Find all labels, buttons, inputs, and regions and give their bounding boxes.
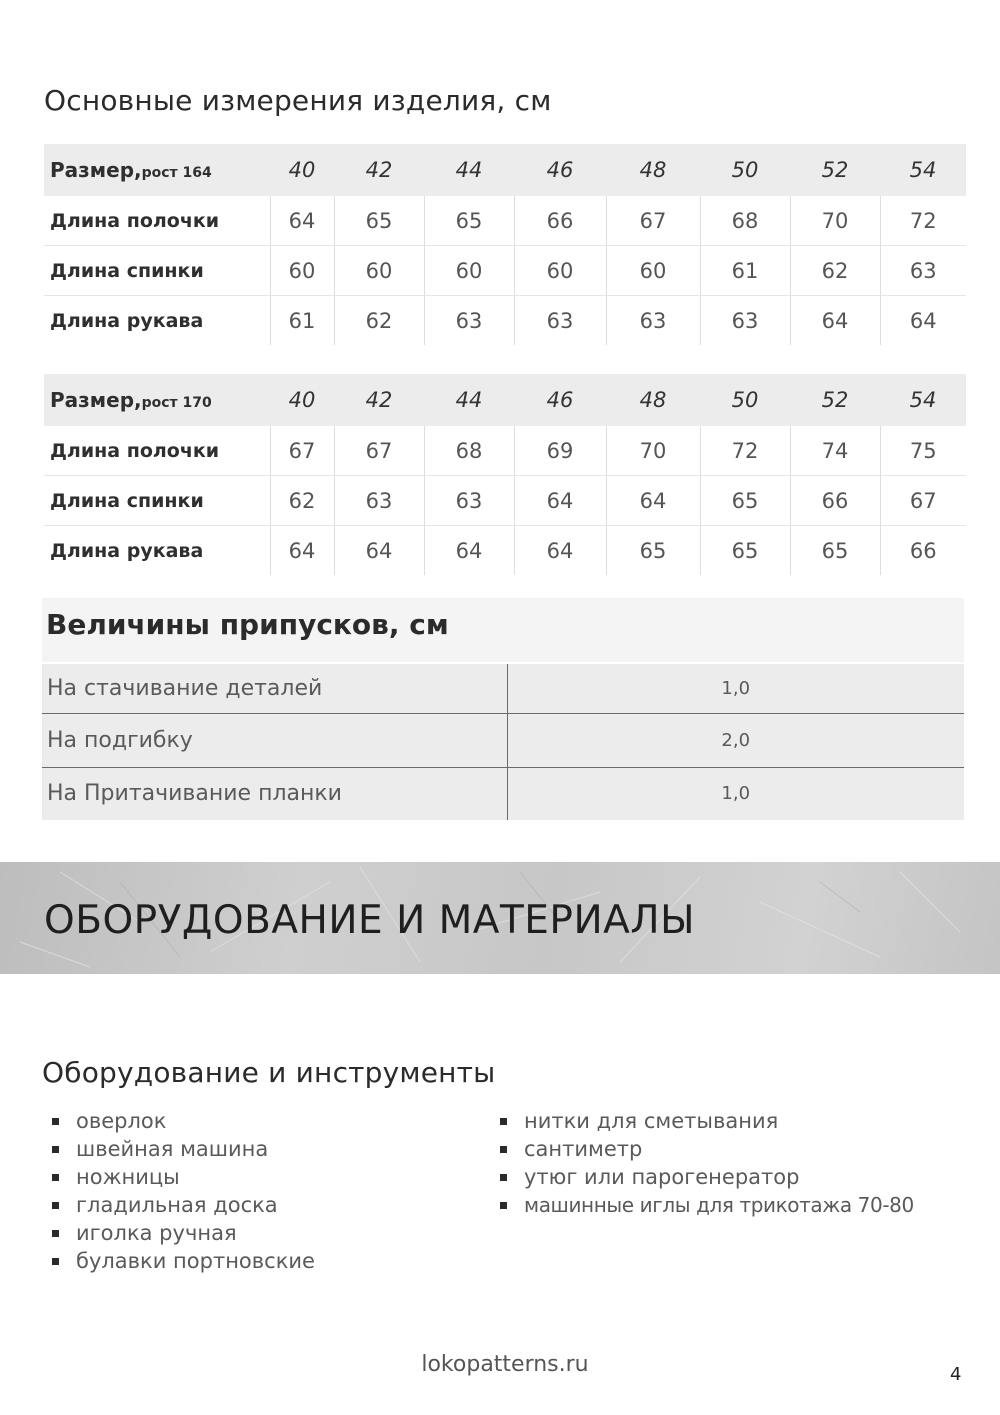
value-cell: 65 — [606, 526, 700, 576]
bullet-icon — [52, 1146, 59, 1153]
equipment-title: Оборудование и инструменты — [42, 1056, 496, 1089]
list-item — [492, 1191, 914, 1219]
value-cell: 65 — [700, 526, 790, 576]
row-label: Длина спинки — [44, 246, 270, 296]
size-header-row — [44, 374, 966, 426]
value-cell: 75 — [880, 426, 966, 476]
value-cell: 64 — [424, 526, 514, 576]
value-cell: 70 — [606, 426, 700, 476]
value-cell: 63 — [334, 476, 424, 526]
size-cell: 54 — [880, 374, 966, 426]
value-cell: 60 — [514, 246, 606, 296]
list-item-text: гладильная доска — [76, 1193, 278, 1217]
value-cell: 61 — [700, 246, 790, 296]
value-cell: 72 — [700, 426, 790, 476]
size-cell: 44 — [424, 374, 514, 426]
table-row — [44, 526, 966, 576]
allowance-value: 1,0 — [507, 767, 964, 820]
footer-site-link[interactable]: lokopatterns.ru — [421, 1352, 589, 1377]
allowance-value: 2,0 — [507, 713, 964, 767]
size-header-label — [44, 374, 270, 426]
height-label: рост 170 — [141, 395, 212, 411]
bullet-icon — [52, 1174, 59, 1181]
bullet-icon — [52, 1118, 59, 1125]
size-header-label — [44, 144, 270, 196]
list-item-text: оверлок — [76, 1109, 167, 1133]
section-banner — [0, 862, 1000, 974]
bullet-icon — [52, 1258, 59, 1265]
list-item — [492, 1163, 914, 1191]
list-item — [44, 1219, 315, 1247]
list-item — [44, 1135, 315, 1163]
table-row — [42, 664, 964, 713]
row-label: Длина рукава — [50, 309, 204, 332]
size-table-170 — [44, 374, 966, 575]
size-label: Размер, — [50, 388, 142, 412]
row-label: Длина спинки — [44, 476, 270, 526]
size-cell: 40 — [270, 374, 334, 426]
bullet-icon — [52, 1202, 59, 1209]
allowances-title: Величины припусков, см — [46, 608, 449, 641]
value-cell: 60 — [424, 246, 514, 296]
list-item-text: машинные иглы для трикотажа 70-80 — [524, 1193, 914, 1217]
value-cell: 64 — [270, 196, 334, 246]
table-row — [42, 713, 964, 767]
value-cell: 63 — [514, 296, 606, 346]
value-cell: 60 — [270, 246, 334, 296]
bullet-icon — [500, 1174, 507, 1181]
bullet-icon — [52, 1230, 59, 1237]
section-title: ОБОРУДОВАНИЕ И МАТЕРИАЛЫ — [44, 898, 696, 943]
value-cell: 62 — [270, 476, 334, 526]
size-cell: 40 — [270, 144, 334, 196]
list-item-text: утюг или парогенератор — [524, 1165, 800, 1189]
allowance-value: 1,0 — [507, 664, 964, 713]
row-label: Длина полочки — [44, 426, 270, 476]
value-cell: 62 — [790, 246, 880, 296]
size-cell: 46 — [514, 144, 606, 196]
allowances-title-box — [42, 598, 964, 662]
value-cell: 63 — [880, 246, 966, 296]
value-cell: 72 — [880, 196, 966, 246]
value-cell: 69 — [514, 426, 606, 476]
list-item — [44, 1163, 315, 1191]
allowance-label: На стачивание деталей — [47, 675, 323, 701]
size-label: Размер, — [50, 158, 142, 182]
size-cell: 42 — [334, 374, 424, 426]
allowances-table — [42, 664, 964, 820]
value-cell: 64 — [514, 476, 606, 526]
list-item — [44, 1107, 315, 1135]
value-cell: 64 — [606, 476, 700, 526]
value-cell: 68 — [700, 196, 790, 246]
value-cell: 65 — [700, 476, 790, 526]
value-cell: 63 — [606, 296, 700, 346]
value-cell: 64 — [880, 296, 966, 346]
value-cell: 62 — [334, 296, 424, 346]
height-label: рост 164 — [141, 165, 212, 181]
list-item-text: швейная машина — [76, 1137, 269, 1161]
list-item-text: нитки для сметывания — [524, 1109, 779, 1133]
value-cell: 66 — [790, 476, 880, 526]
value-cell: 61 — [270, 296, 334, 346]
size-cell: 50 — [700, 374, 790, 426]
table-row — [44, 246, 966, 296]
size-table-164 — [44, 144, 966, 345]
list-item — [492, 1107, 914, 1135]
list-item-text: иголка ручная — [76, 1221, 237, 1245]
value-cell: 63 — [700, 296, 790, 346]
size-cell: 44 — [424, 144, 514, 196]
value-cell: 65 — [790, 526, 880, 576]
value-cell: 67 — [270, 426, 334, 476]
row-label: Длина полочки — [44, 196, 270, 246]
value-cell: 64 — [514, 526, 606, 576]
list-item — [44, 1247, 315, 1275]
bullet-icon — [500, 1118, 507, 1125]
value-cell: 66 — [514, 196, 606, 246]
list-item — [492, 1135, 914, 1163]
value-cell: 70 — [790, 196, 880, 246]
list-item-text: булавки портновские — [76, 1249, 315, 1273]
table-row — [44, 296, 966, 346]
table-row — [44, 196, 966, 246]
allowance-label: На подгибку — [42, 713, 507, 767]
row-label: Длина рукава — [50, 539, 204, 562]
list-item-text: сантиметр — [524, 1137, 643, 1161]
size-cell: 50 — [700, 144, 790, 196]
bullet-icon — [500, 1202, 507, 1209]
value-cell: 64 — [270, 526, 334, 576]
list-item — [44, 1191, 315, 1219]
value-cell: 74 — [790, 426, 880, 476]
size-cell: 52 — [790, 374, 880, 426]
size-cell: 54 — [880, 144, 966, 196]
measurements-title: Основные измерения изделия, см — [44, 84, 552, 117]
size-cell: 52 — [790, 144, 880, 196]
size-cell: 42 — [334, 144, 424, 196]
table-row — [44, 476, 966, 526]
table-row — [42, 767, 964, 820]
value-cell: 60 — [606, 246, 700, 296]
size-cell: 46 — [514, 374, 606, 426]
size-cell: 48 — [606, 374, 700, 426]
allowance-label: На Притачивание планки — [42, 767, 507, 820]
table-row — [44, 426, 966, 476]
size-header-row — [44, 144, 966, 196]
value-cell: 67 — [606, 196, 700, 246]
page-number: 4 — [950, 1364, 962, 1385]
value-cell: 65 — [424, 196, 514, 246]
value-cell: 63 — [424, 476, 514, 526]
value-cell: 67 — [880, 476, 966, 526]
list-item-text: ножницы — [76, 1165, 180, 1189]
value-cell: 64 — [790, 296, 880, 346]
value-cell: 65 — [334, 196, 424, 246]
value-cell: 64 — [334, 526, 424, 576]
value-cell: 63 — [424, 296, 514, 346]
value-cell: 66 — [880, 526, 966, 576]
value-cell: 60 — [334, 246, 424, 296]
size-cell: 48 — [606, 144, 700, 196]
bullet-icon — [500, 1146, 507, 1153]
value-cell: 67 — [334, 426, 424, 476]
equipment-list-left — [44, 1107, 315, 1275]
equipment-list-right — [492, 1107, 914, 1219]
value-cell: 68 — [424, 426, 514, 476]
